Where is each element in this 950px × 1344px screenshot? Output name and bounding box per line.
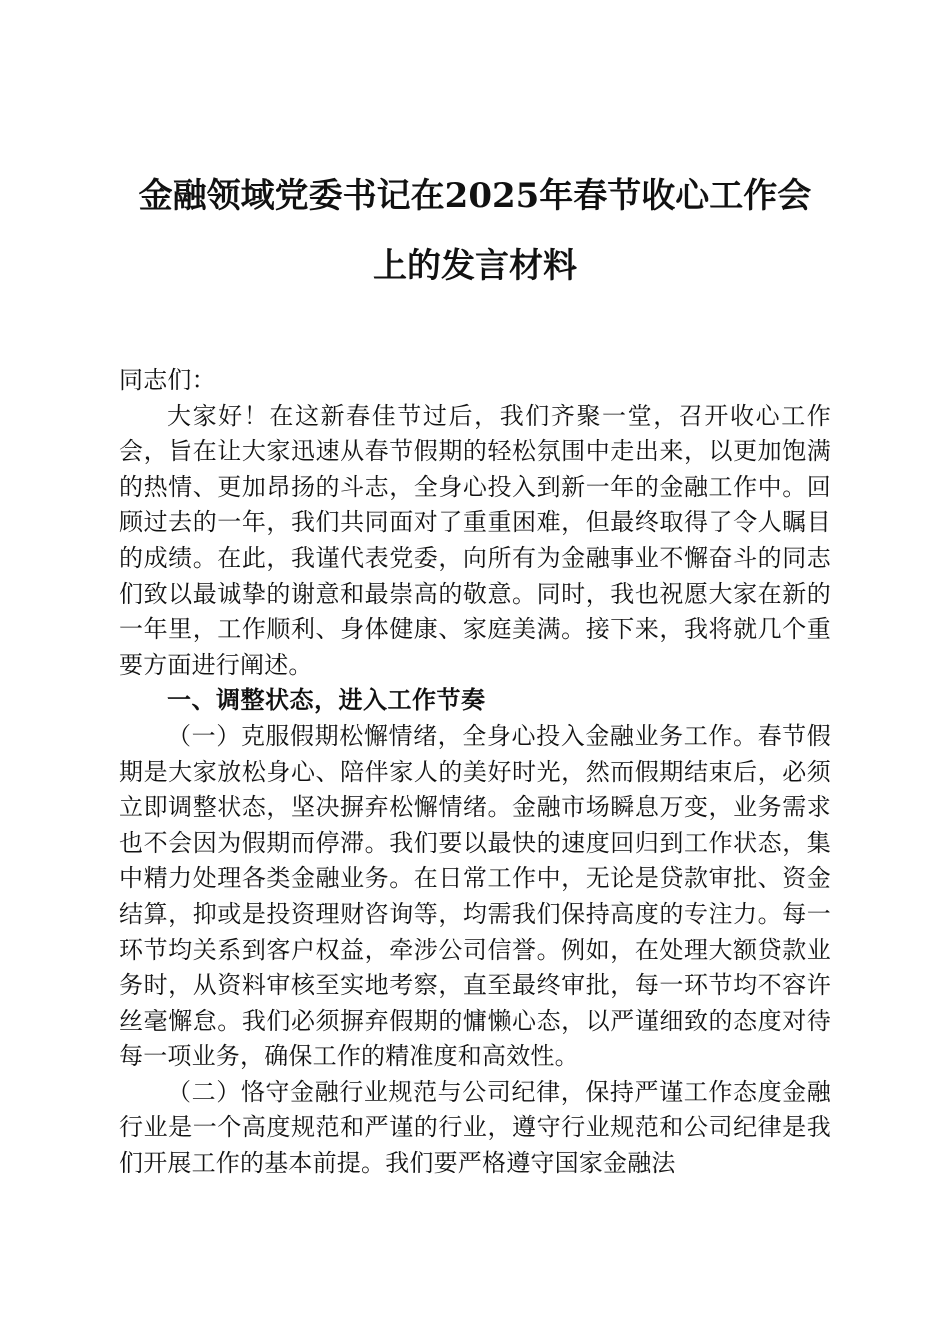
- paragraph-opening: 大家好！在这新春佳节过后，我们齐聚一堂，召开收心工作会，旨在让大家迅速从春节假期的轻松氛围中走出来，以更加饱满的热情、更加昂扬的斗志，全身心投入到新一年的金融工作中。回顾过去的一年，我们共同面对了重重困难，但最终取得了令人瞩目的成绩。在此，我谨代表党委，向所有为金融事业不懈奋斗的同志们致以最诚挚的谢意和最崇高的敬意。同时，我也祝愿大家在新的一年里，工作顺利、身体健康、家庭美满。接下来，我将就几个重要方面进行阐述。: [119, 401, 831, 679]
- salutation: 同志们：: [119, 366, 216, 394]
- document-body: [119, 363, 831, 1182]
- document-title-line-2: 上的发言材料: [373, 246, 577, 286]
- document-title-line-1: 金融领域党委书记在2025年春节收心工作会: [138, 176, 812, 216]
- paragraph-subsection-2: （二）恪守金融行业规范与公司纪律，保持严谨工作态度金融行业是一个高度规范和严谨的行业，遵守行业规范和公司纪律是我们开展工作的基本前提。我们要严格遵守国家金融法: [119, 1077, 831, 1178]
- paragraph-subsection-1: （一）克服假期松懈情绪，全身心投入金融业务工作。春节假期是大家放松身心、陪伴家人的美好时光，然而假期结束后，必须立即调整状态，坚决摒弃松懈情绪。金融市场瞬息万变，业务需求也不会因为假期而停滞。我们要以最快的速度回归到工作状态，集中精力处理各类金融业务。在日常工作中，无论是贷款审批、资金结算，抑或是投资理财咨询等，均需我们保持高度的专注力。每一环节均关系到客户权益，牵涉公司信誉。例如，在处理大额贷款业务时，从资料审核至实地考察，直至最终审批，每一环节均不容许丝毫懈怠。我们必须摒弃假期的慵懒心态，以严谨细致的态度对待每一项业务，确保工作的精准度和高效性。: [119, 721, 831, 1071]
- section-heading-1: 一、调整状态，进入工作节奏: [167, 686, 486, 715]
